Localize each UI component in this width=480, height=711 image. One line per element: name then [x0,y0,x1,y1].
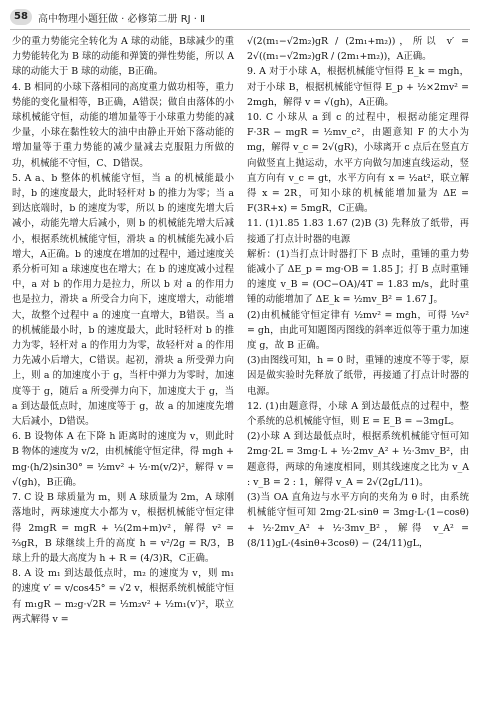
left-paragraph-1: 少的重力势能完全转化为 A 球的动能，B球减少的重力势能转化为 B 球的动能和弹簧的弹性势能，所以 A 球的动能大于 B 球的动能，B正确。 [12,36,234,78]
page-header [10,6,205,28]
answer-8-cont: √(2(m₁−√2m₂)gR / (2m₁+m₂))，所以 v′ = 2√((m₁−√2m₂)gR / (2m₁+m₂))，A正确。 [247,36,469,63]
answer-4: 4. B 相同的小球下落相同的高度重力做功相等，重力势能的变化量相等，B正确，A错误；做自由落体的小球机械能守恒，动能的增加量等于小球重力势能的减少量，小球在黏性较大的油中由静止开始下落动能的增加量等于重力势能的减少量减去克服阻力所做的功，机械能不守恒，C、D错误。 [12,81,234,169]
answer-9: 9. A 对于小球 A，根据机械能守恒得 E_k = mgh，对于小球 B，根据机械能守恒得 E_p + ½×2mv² = 2mgh，解得 v = √(gh)，A正确。 [247,66,469,108]
answer-6: 6. B 设物体 A 在下降 h 距离时的速度为 v，则此时 B 物体的速度为 v/2，由机械能守恒定律，得 mgh + mg·(h/2)sin30° = ½mv² + ½·m(v/2)²，解得 v = √(gh)，B正确。 [12,431,234,488]
answer-5: 5. A a、b 整体的机械能守恒，当 a 的机械能最小时，b 的速度最大，此时轻杆对 b 的推力为零；当 a 到达底端时，b 的速度为零，所以 b 的速度先增大后减小，动能先增大后减小，则 b 的机械能先增大后减小，根据系统机械能守恒，滑块 a 的机械能先减小后增大，A正确。b 的速度在增加的过程中，通过速度关系分析可知 a 球速度也在增大；在 b 的速度减小过程中，a 对 b 的作用力是拉力，所以 b 对 a 的作用力也是拉力，滑块 a 所受合力向下，速度增大，动能增大，故整个过程中 a 的速度一直增大，B错误。当 a 的机械能最小时，b 的速度最大，此时轻杆对 b 的推力为零，轻杆对 a 的作用力为零，故轻杆对 a 的作用力先减小后增大，C错误。起初，滑块 a 所受弹力向上，则 a 的加速度小于 g，当杆中弹力为零时，加速度等于 g，随后 a 所受弹力向下，加速度大于 g，当 a 到达最低点时，加速度等于 g，故 a 的加速度先增大后减小，D错误。 [12,172,235,428]
analysis-11-1: 解析：(1)当打点计时器打下 B 点时，重锤的重力势能减小了 ΔE_p = mg·OB = 1.85 J；打 B 点时重锤的速度 v_B = (OC−OA)/4T = 1.83 m/s，此时重锤的动能增加了 ΔE_k = ½mv_B² = 1.67 J。 [247,248,469,306]
book-title: 高中物理小题狂做 · 必修第二册 RJ · Ⅱ [38,13,206,25]
answer-11: 11. (1)1.85 1.83 1.67 (2)B (3) 先释放了纸带，再接通了打点计时器的电源 [247,218,469,245]
answer-12-1: 12. (1)由题意得，小球 A 到达最低点的过程中，整个系统的总机械能守恒，则 E = E_B = −3mgL。 [247,400,469,428]
answer-12-2: (2)小球 A 到达最低点时，根据系统机械能守恒可知 2mg·2L = 3mg·L + ½·2mv_A² + ½·3mv_B²，由题意得，两球的角速度相同，则其线速度之比为 v_A : v_B = 2 : 1，解得 v_A = 2√(2gL/11)。 [247,431,469,488]
page-number: 58 [10,9,32,25]
header-divider [10,29,470,30]
right-column [247,34,469,551]
answer-7: 7. C 设 B 球质量为 m，则 A 球质量为 2m，A 球刚落地时，两球速度大小都为 v，根据机械能守恒定律得 2mgR = mgR + ½(2m+m)v²，解得 v² = ⅔gR，B 球继续上升的高度 h = v²/2g = R/3，B 球上升的最大高度为 h + R = (4/3)R，C正确。 [12,492,234,564]
left-column [12,34,234,627]
analysis-11-3: (3)由图线可知，h = 0 时，重锤的速度不等于零，原因是做实验时先释放了纸带，再接通了打点计时器的电源。 [247,355,469,397]
answer-12-3: (3)当 OA 直角边与水平方向的夹角为 θ 时，由系统机械能守恒可知 2mg·2L·sinθ = 3mg·L·(1−cosθ) + ½·2mv_A² + ½·3mv_B²，解得 v_A² = (8/11)gL·(4sinθ+3cosθ) − (24/11)gL， [247,492,469,549]
analysis-11-2: (2)由机械能守恒定律有 ½mv² = mgh，可得 ½v² = gh，由此可知题图丙图线的斜率近似等于重力加速度 g，故 B 正确。 [247,309,469,352]
answer-10: 10. C 小球从 a 到 c 的过程中，根据动能定理得 F·3R − mgR = ½mv_c²，由题意知 F 的大小为 mg，解得 v_c = 2√(gR)，小球离开 c 点后在竖直方向做竖直上抛运动，水平方向做匀加速直线运动，竖直方向有 v_c = gt，水平方向有 x = ½at²，联立解得 x = 2R，可知小球的机械能增加量为 ΔE = F(3R+x) = 5mgR，C正确。 [247,112,469,215]
answer-8: 8. A 设 m₁ 到达最低点时，m₂ 的速度为 v，则 m₁ 的速度 v′ = v/cos45° = √2 v，根据系统机械能守恒有 m₁gR − m₂g·√2R = ½m₂v² + ½m₁(v′)²，联立两式解得 v = [12,568,234,625]
